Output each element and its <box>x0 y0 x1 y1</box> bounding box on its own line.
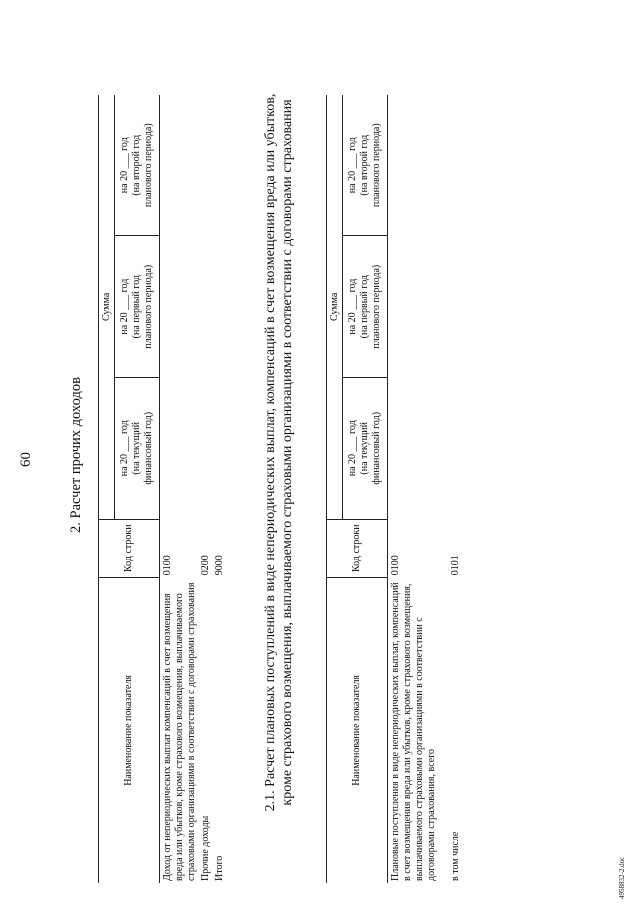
table-row <box>388 95 448 883</box>
subsection-title: 2.1. Расчет плановых поступлений в виде непериодических выплат, компенсаций в счет возмещения вреда или убытков, кроме страхового возмещения, выплачиваемого страховыми организациями в соответствии с договорами страхования <box>263 93 295 812</box>
header-second-plan-year: на 20 ___ год (на второй год планового периода) <box>347 123 383 208</box>
header-sum: Сумма <box>99 95 115 519</box>
header-name: Наименование показателя <box>99 577 160 883</box>
row-code: 0100 <box>390 555 401 576</box>
row-name: Плановые поступления в виде непериодических выплат, компенсаций в счет возмещения вреда или убытков, кроме страхового возмещения, выплачиваемого страховыми организациями в соответствии с договорами страхования, всего <box>390 582 437 881</box>
page-number: 60 <box>18 452 34 467</box>
compensation-receipts-table <box>326 95 462 883</box>
row-code: 0100 <box>162 555 173 576</box>
header-name: Наименование показателя <box>327 577 388 883</box>
header-second-plan-year: на 20 ___ год (на второй год планового периода) <box>119 123 155 208</box>
header-sum: Сумма <box>327 95 343 519</box>
table-row <box>212 95 226 883</box>
row-name: Итого <box>214 855 225 881</box>
row-name: в том числе <box>449 831 461 881</box>
section-title: 2. Расчет прочих доходов <box>68 377 84 533</box>
other-income-table <box>98 95 226 883</box>
row-name: Доход от непериодических выплат компенсаций в счет возмещения вреда или убытков, кроме страхового возмещения, выплачиваемого страховыми организациями в соответствии с договорами страхования <box>162 582 197 881</box>
header-first-plan-year: на 20 ___ год (на первый год планового периода) <box>115 236 160 377</box>
table-row <box>198 95 212 883</box>
document-code: 4958832-2.doc <box>618 856 626 899</box>
header-code: Код строки <box>99 519 160 577</box>
row-code: 9000 <box>214 555 225 576</box>
header-first-plan-year: на 20 ___ год (на первый год планового периода) <box>343 236 388 377</box>
header-current-year: на 20 ___ год (на текущий финансовый год) <box>115 377 160 519</box>
table-row <box>448 95 462 883</box>
row-code: 0101 <box>449 555 461 576</box>
row-name: Прочие доходы <box>200 815 211 881</box>
row-code: 0200 <box>200 555 211 576</box>
header-code: Код строки <box>327 519 388 577</box>
header-current-year: на 20 ___ год (на текущий финансовый год) <box>343 377 388 519</box>
table-row <box>160 95 199 883</box>
